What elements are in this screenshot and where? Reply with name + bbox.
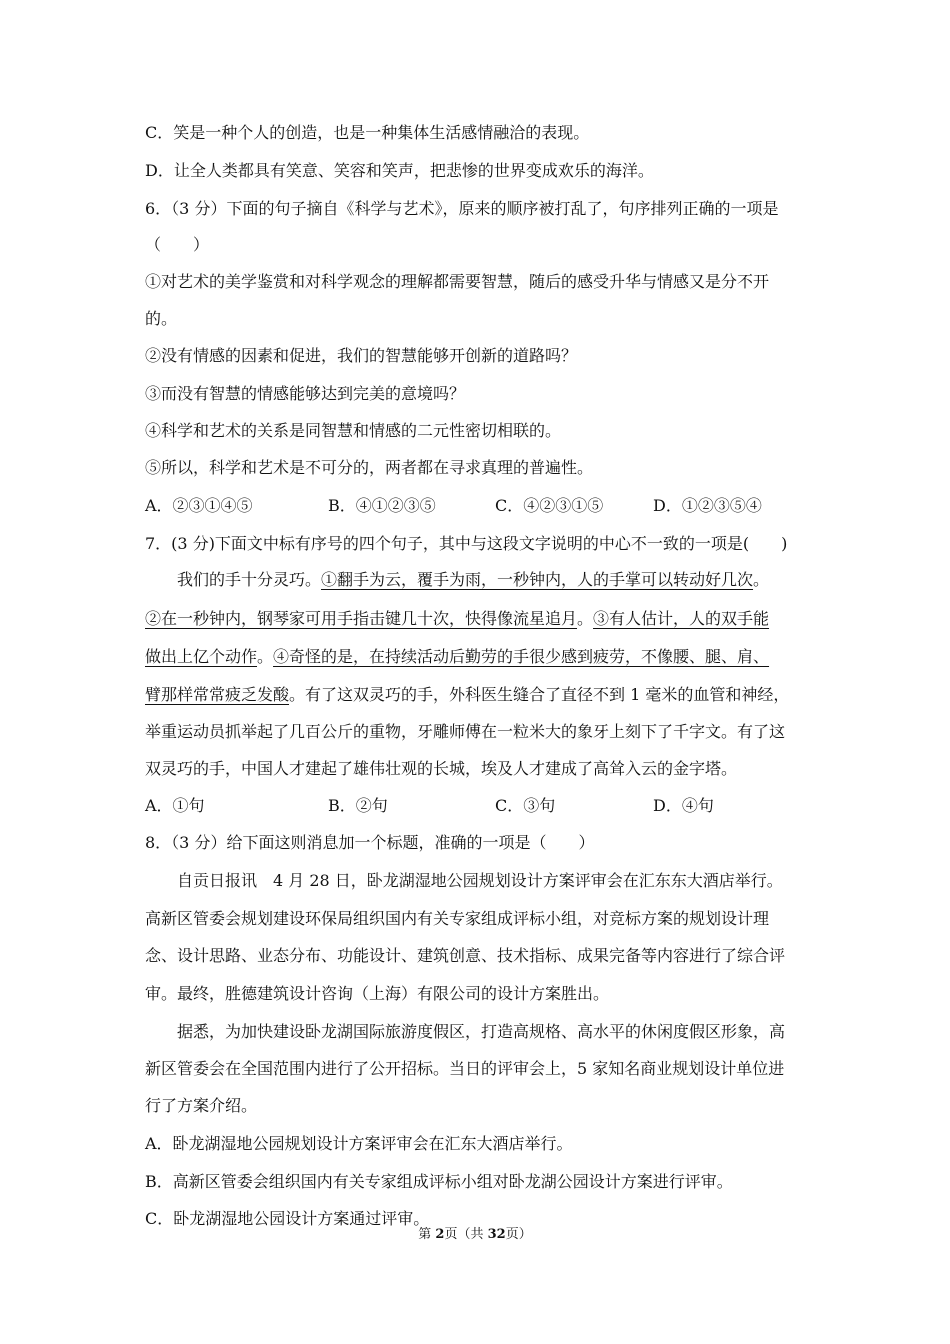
q8-news-line5: 据悉，为加快建设卧龙湖国际旅游度假区，打造高规格、高水平的休闲度假区形象，高 [177, 1022, 786, 1041]
q7-option-c: C．③句 [495, 796, 556, 815]
q8-option-b: B．高新区管委会组织国内有关专家组成评标小组对卧龙湖公园设计方案进行评审。 [145, 1172, 733, 1191]
q7-underlined-sentence-4: ④奇怪的是，在持续活动后勤劳的手很少感到疲劳，不像腰、腿、肩、 [273, 647, 770, 666]
q8-news-line3: 念、设计思路、业态分布、功能设计、建筑创意、技术指标、成果完备等内容进行了综合评 [145, 946, 786, 965]
page-number: 2 [435, 1227, 445, 1242]
q7-passage-line1: 我们的手十分灵巧。①翻手为云，覆手为雨，一秒钟内，人的手掌可以转动好几次。 [177, 570, 770, 589]
q7-option-b: B．②句 [328, 796, 388, 815]
q7-underlined-sentence-3-cont: 做出上亿个动作 [145, 647, 258, 666]
page-footer: 第 2页（共 32页） [418, 1227, 532, 1242]
q6-stem-line1: 6．（3 分）下面的句子摘自《科学与艺术》，原来的顺序被打乱了，句序排列正确的一项是 [145, 199, 779, 218]
q6-option-a: A．②③①④⑤ [145, 496, 253, 515]
q6-stem-line2: （ ） [145, 235, 210, 254]
q7-underlined-sentence-3: ③有人估计，人的双手能 [593, 609, 770, 628]
q7-passage-line4: 臂那样常常疲乏发酸。有了这双灵巧的手，外科医生缝合了直径不到 1 毫米的血管和神经， [145, 685, 790, 704]
q6-sentence-1: ①对艺术的美学鉴赏和对科学观念的理解都需要智慧，随后的感受升华与情感又是分不开 [145, 272, 770, 291]
q8-news-line4: 审。最终，胜德建筑设计咨询（上海）有限公司的设计方案胜出。 [145, 984, 610, 1003]
q8-news-line7: 行了方案介绍。 [145, 1096, 258, 1115]
q8-stem: 8．（3 分）给下面这则消息加一个标题，准确的一项是（ ） [145, 833, 595, 852]
q6-sentence-5: ⑤所以，科学和艺术是不可分的，两者都在寻求真理的普遍性。 [145, 458, 594, 477]
q7-underlined-sentence-2: ②在一秒钟内，钢琴家可用手指击键几十次，快得像流星追月 [145, 609, 578, 628]
q8-option-a: A．卧龙湖湿地公园规划设计方案评审会在汇东大酒店举行。 [145, 1134, 573, 1153]
q5-option-d: D．让全人类都具有笑意、笑容和笑声，把悲惨的世界变成欢乐的海洋。 [145, 161, 654, 180]
q5-option-c: C．笑是一种个人的创造，也是一种集体生活感情融洽的表现。 [145, 123, 590, 142]
q7-underlined-sentence-1: ①翻手为云，覆手为雨，一秒钟内，人的手掌可以转动好几次 [321, 570, 754, 589]
q6-sentence-1-cont: 的。 [145, 309, 178, 328]
q7-stem: 7．(3 分)下面文中标有序号的四个句子，其中与这段文字说明的中心不一致的一项是( ) [145, 534, 788, 553]
q7-passage-line3: 做出上亿个动作。④奇怪的是，在持续活动后勤劳的手很少感到疲劳，不像腰、腿、肩、 [145, 647, 770, 666]
q6-option-b: B．④①②③⑤ [328, 496, 436, 515]
q6-sentence-4: ④科学和艺术的关系是同智慧和情感的二元性密切相联的。 [145, 421, 562, 440]
q7-option-a: A．①句 [145, 796, 205, 815]
q6-option-d: D．①②③⑤④ [653, 496, 762, 515]
q8-news-line1: 自贡日报讯 4 月 28 日，卧龙湖湿地公园规划设计方案评审会在汇东东大酒店举行。 [177, 871, 783, 890]
q8-news-line6: 新区管委会在全国范围内进行了公开招标。当日的评审会上，5 家知名商业规划设计单位进 [145, 1059, 785, 1078]
q8-option-c: C．卧龙湖湿地公园设计方案通过评审。 [145, 1209, 430, 1228]
q7-underlined-sentence-4-cont: 臂那样常常疲乏发酸 [145, 685, 290, 704]
q7-option-d: D．④句 [653, 796, 714, 815]
q7-passage-line5: 举重运动员抓举起了几百公斤的重物，牙雕师傅在一粒米大的象牙上刻下了千字文。有了这 [145, 722, 786, 741]
q6-sentence-2: ②没有情感的因素和促进，我们的智慧能够开创新的道路吗？ [145, 346, 578, 365]
q7-passage-line6: 双灵巧的手，中国人才建起了雄伟壮观的长城，埃及人才建成了高耸入云的金字塔。 [145, 759, 738, 778]
q6-sentence-3: ③而没有智慧的情感能够达到完美的意境吗？ [145, 384, 466, 403]
page-total: 32 [487, 1227, 506, 1242]
q7-passage-line2: ②在一秒钟内，钢琴家可用手指击键几十次，快得像流星追月。③有人估计，人的双手能 [145, 609, 770, 628]
q8-news-line2: 高新区管委会规划建设环保局组织国内有关专家组成评标小组，对竞标方案的规划设计理 [145, 909, 770, 928]
q6-option-c: C．④②③①⑤ [495, 496, 604, 515]
